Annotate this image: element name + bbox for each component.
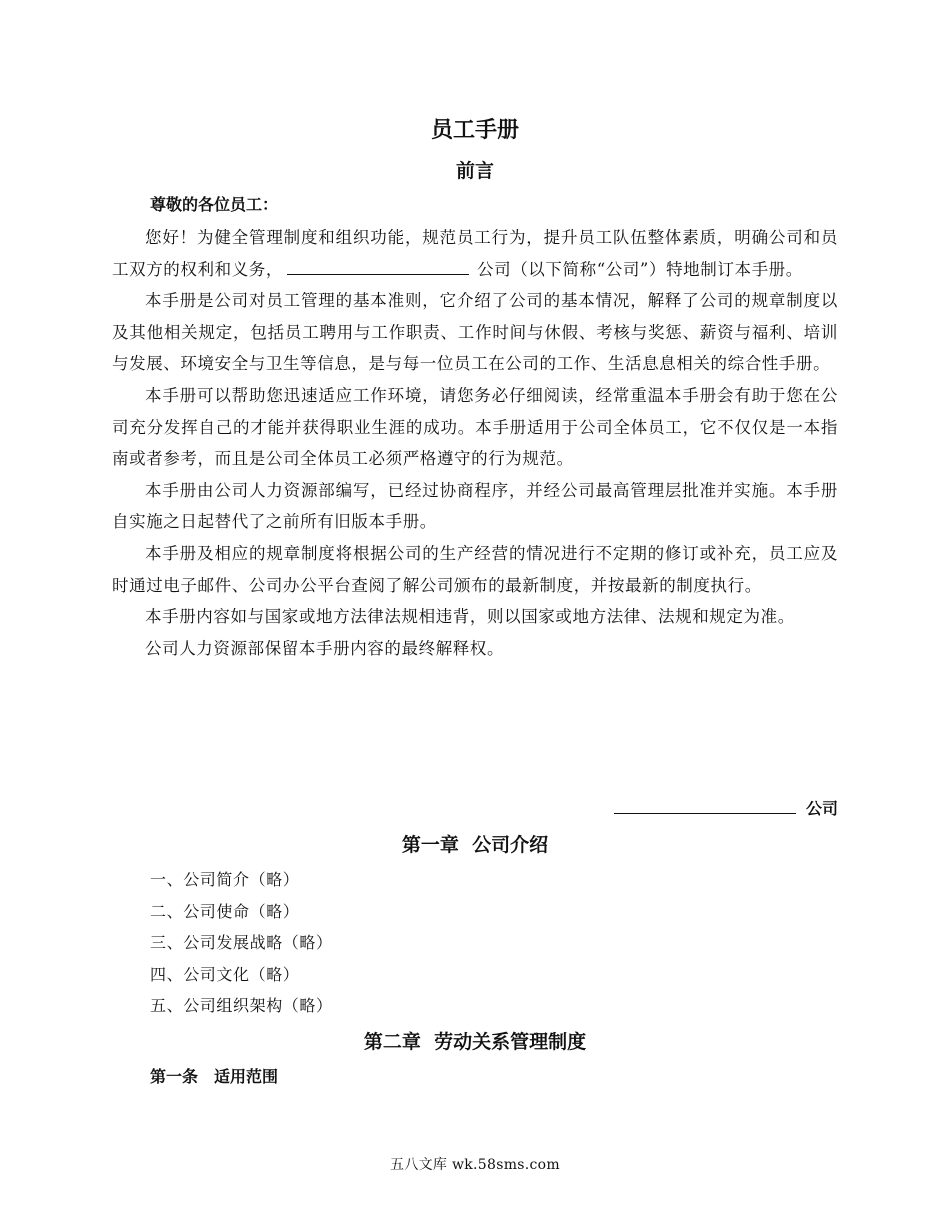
preface-paragraph: 本手册是公司对员工管理的基本准则，它介绍了公司的基本情况，解释了公司的规章制度以及其他相关规定，包括员工聘用与工作职责、工作时间与休假、考核与奖惩、薪资与福利、培训与发展、环境安全与卫生等信息，是与每一位员工在公司的工作、生活息息相关的综合性手册。 [112, 291, 838, 374]
article-title: 适用范围 [214, 1067, 279, 1086]
preface-paragraph: 本手册由公司人力资源部编写，已经过协商程序，并经公司最高管理层批准并实施。本手册自实施之日起替代了之前所有旧版本手册。 [112, 480, 838, 532]
company-name-blank [287, 256, 469, 275]
preface-paragraph: 本手册可以帮助您迅速适应工作环境，请您务必仔细阅读，经常重温本手册会有助于您在公司充分发挥自己的才能并获得职业生涯的成功。本手册适用于公司全体员工，它不仅仅是一本指南或者参考，而且是公司全体员工必须严格遵守的行为规范。 [112, 385, 838, 469]
preface-paragraph: 本手册及相应的规章制度将根据公司的生产经营的情况进行不定期的修订或补充，员工应及时通过电子邮件、公司办公平台查阅了解公司颁布的最新制度，并按最新的制度执行。 [112, 543, 838, 595]
signature-company: 公司 [805, 799, 838, 818]
preface-paragraph-1 [112, 222, 838, 285]
para1-text-a: 您好！为健全管理制度和组织功能，规范员工行为，提升员工队伍整体素质，明确公司和员工双方的权利和义务， [112, 228, 838, 279]
chapter-1-heading: 第一章 公司介绍 [401, 834, 549, 856]
para1-text-b: 公司（以下简称“公司”）特地制订本手册。 [477, 259, 803, 279]
greeting: 尊敬的各位员工： [150, 195, 279, 214]
list-item: 二、公司使命（略） [150, 901, 300, 921]
article-1-heading [150, 1064, 278, 1087]
preface-paragraph: 公司人力资源部保留本手册内容的最终解释权。 [145, 638, 505, 658]
signature-blank [614, 795, 796, 814]
list-item: 四、公司文化（略） [150, 964, 300, 984]
preface-heading: 前言 [455, 160, 494, 182]
preface-body [112, 222, 838, 664]
article-label: 第一条 [150, 1067, 199, 1086]
list-item: 五、公司组织架构（略） [150, 996, 333, 1016]
document-title: 员工手册 [430, 118, 519, 143]
signature-line [610, 795, 838, 819]
preface-paragraph: 本手册内容如与国家或地方法律法规相违背，则以国家或地方法律、法规和规定为准。 [145, 607, 795, 627]
chapter-2-heading: 第二章 劳动关系管理制度 [363, 1031, 587, 1053]
chapter-1-list [150, 864, 333, 1022]
list-item: 一、公司简介（略） [150, 870, 300, 889]
list-item: 三、公司发展战略（略） [150, 933, 333, 953]
footer-watermark: 五八文库 wk.58sms.com [390, 1157, 560, 1173]
